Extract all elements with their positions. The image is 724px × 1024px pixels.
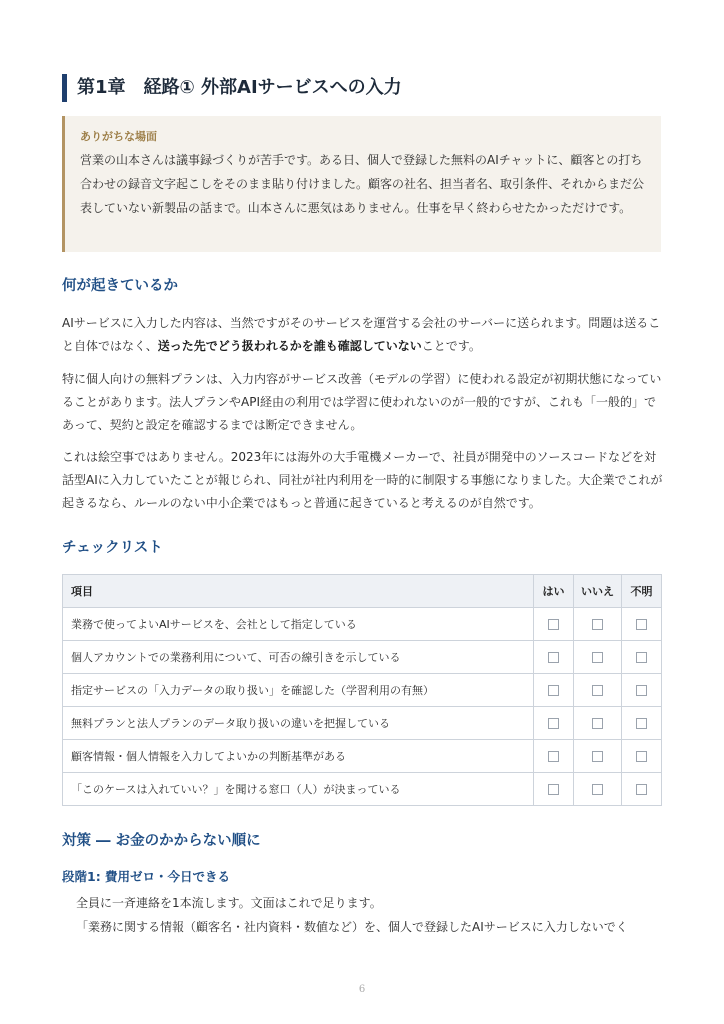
- step-1-title: 段階1: 費用ゼロ・今日できる: [62, 869, 231, 884]
- table-row: [63, 773, 662, 806]
- section-heading-checklist: チェックリスト: [62, 540, 163, 556]
- scenario-box: [62, 116, 661, 252]
- checklist-item: 指定サービスの「入力データの取り扱い」を確認した（学習利用の有無）: [63, 674, 534, 707]
- scenario-label: ありがちな場面: [80, 130, 157, 143]
- checkbox-yes[interactable]: [548, 685, 559, 696]
- table-row: [63, 740, 662, 773]
- checkbox-no[interactable]: [592, 718, 603, 729]
- checklist-item: 業務で使ってよいAIサービスを、会社として指定している: [63, 608, 534, 641]
- paragraph-2: 特に個人向けの無料プランは、入力内容がサービス改善（モデルの学習）に使われる設定が初期状態になっていることがあります。法人プランやAPI経由の利用では学習に使われないのが一般的ですが、これも「一般的」であって、契約と設定を確認するまでは断定できません。: [62, 372, 662, 432]
- checkbox-yes[interactable]: [548, 751, 559, 762]
- checkbox-yes[interactable]: [548, 784, 559, 795]
- checkbox-unknown[interactable]: [636, 718, 647, 729]
- checkbox-no[interactable]: [592, 685, 603, 696]
- checkbox-no[interactable]: [592, 751, 603, 762]
- checkbox-no[interactable]: [592, 619, 603, 630]
- step-1-line-1: 全員に一斉連絡を1本流します。文面はこれで足ります。: [76, 896, 382, 910]
- checklist-item: 「このケースは入れていい？」を聞ける窓口（人）が決まっている: [63, 773, 534, 806]
- column-header-unknown: 不明: [622, 575, 662, 608]
- paragraph-3: これは絵空事ではありません。2023年には海外の大手電機メーカーで、社員が開発中のソースコードなどを対話型AIに入力していたことが報じられ、同社が社内利用を一時的に制限する事態になりました。大企業でこれが起きるなら、ルールのない中小企業ではもっと普通に起きていると考えるのが自然です。: [62, 450, 663, 510]
- checkbox-no[interactable]: [592, 652, 603, 663]
- section-heading-what-happens: 何が起きているか: [62, 278, 178, 294]
- column-header-item: 項目: [63, 575, 534, 608]
- checkbox-unknown[interactable]: [636, 685, 647, 696]
- paragraph-1-tail: ことです。: [421, 339, 481, 353]
- checklist-item: 顧客情報・個人情報を入力してよいかの判断基準がある: [63, 740, 534, 773]
- paragraph-1: [62, 312, 664, 358]
- checklist-item: 個人アカウントでの業務利用について、可否の線引きを示している: [63, 641, 534, 674]
- checklist-table: [62, 574, 662, 806]
- page-number: 6: [358, 984, 366, 995]
- checkbox-yes[interactable]: [548, 619, 559, 630]
- column-header-no: いいえ: [574, 575, 622, 608]
- checklist-item: 無料プランと法人プランのデータ取り扱いの違いを把握している: [63, 707, 534, 740]
- section-heading-countermeasures: 対策 ― お金のかからない順に: [62, 833, 261, 849]
- checkbox-unknown[interactable]: [636, 652, 647, 663]
- checkbox-no[interactable]: [592, 784, 603, 795]
- checklist-header-row: [63, 575, 662, 608]
- column-header-yes: はい: [534, 575, 574, 608]
- checkbox-yes[interactable]: [548, 652, 559, 663]
- checkbox-unknown[interactable]: [636, 751, 647, 762]
- chapter-title: 第1章 経路① 外部AIサービスへの入力: [62, 74, 402, 102]
- checkbox-yes[interactable]: [548, 718, 559, 729]
- table-row: [63, 707, 662, 740]
- checkbox-unknown[interactable]: [636, 784, 647, 795]
- step-1-line-2: 「業務に関する情報（顧客名・社内資料・数値など）を、個人で登録したAIサービスに入力しないでく: [76, 920, 628, 934]
- scenario-text: 営業の山本さんは議事録づくりが苦手です。ある日、個人で登録した無料のAIチャットに、顧客との打ち合わせの録音文字起こしをそのまま貼り付けました。顧客の社名、担当者名、取引条件、それからまだ公表していない新製品の話まで。山本さんに悪気はありません。仕事を早く終わらせたかっただけです。: [80, 153, 645, 215]
- table-row: [63, 608, 662, 641]
- paragraph-1-emphasis: 送った先でどう扱われるかを誰も確認していない: [157, 339, 422, 353]
- paragraph-1-text: AIサービスに入力した内容は、当然ですがそのサービスを運営する会社のサーバーに送られます。問題は送ること自体ではなく、: [62, 316, 661, 353]
- table-row: [63, 674, 662, 707]
- checkbox-unknown[interactable]: [636, 619, 647, 630]
- table-row: [63, 641, 662, 674]
